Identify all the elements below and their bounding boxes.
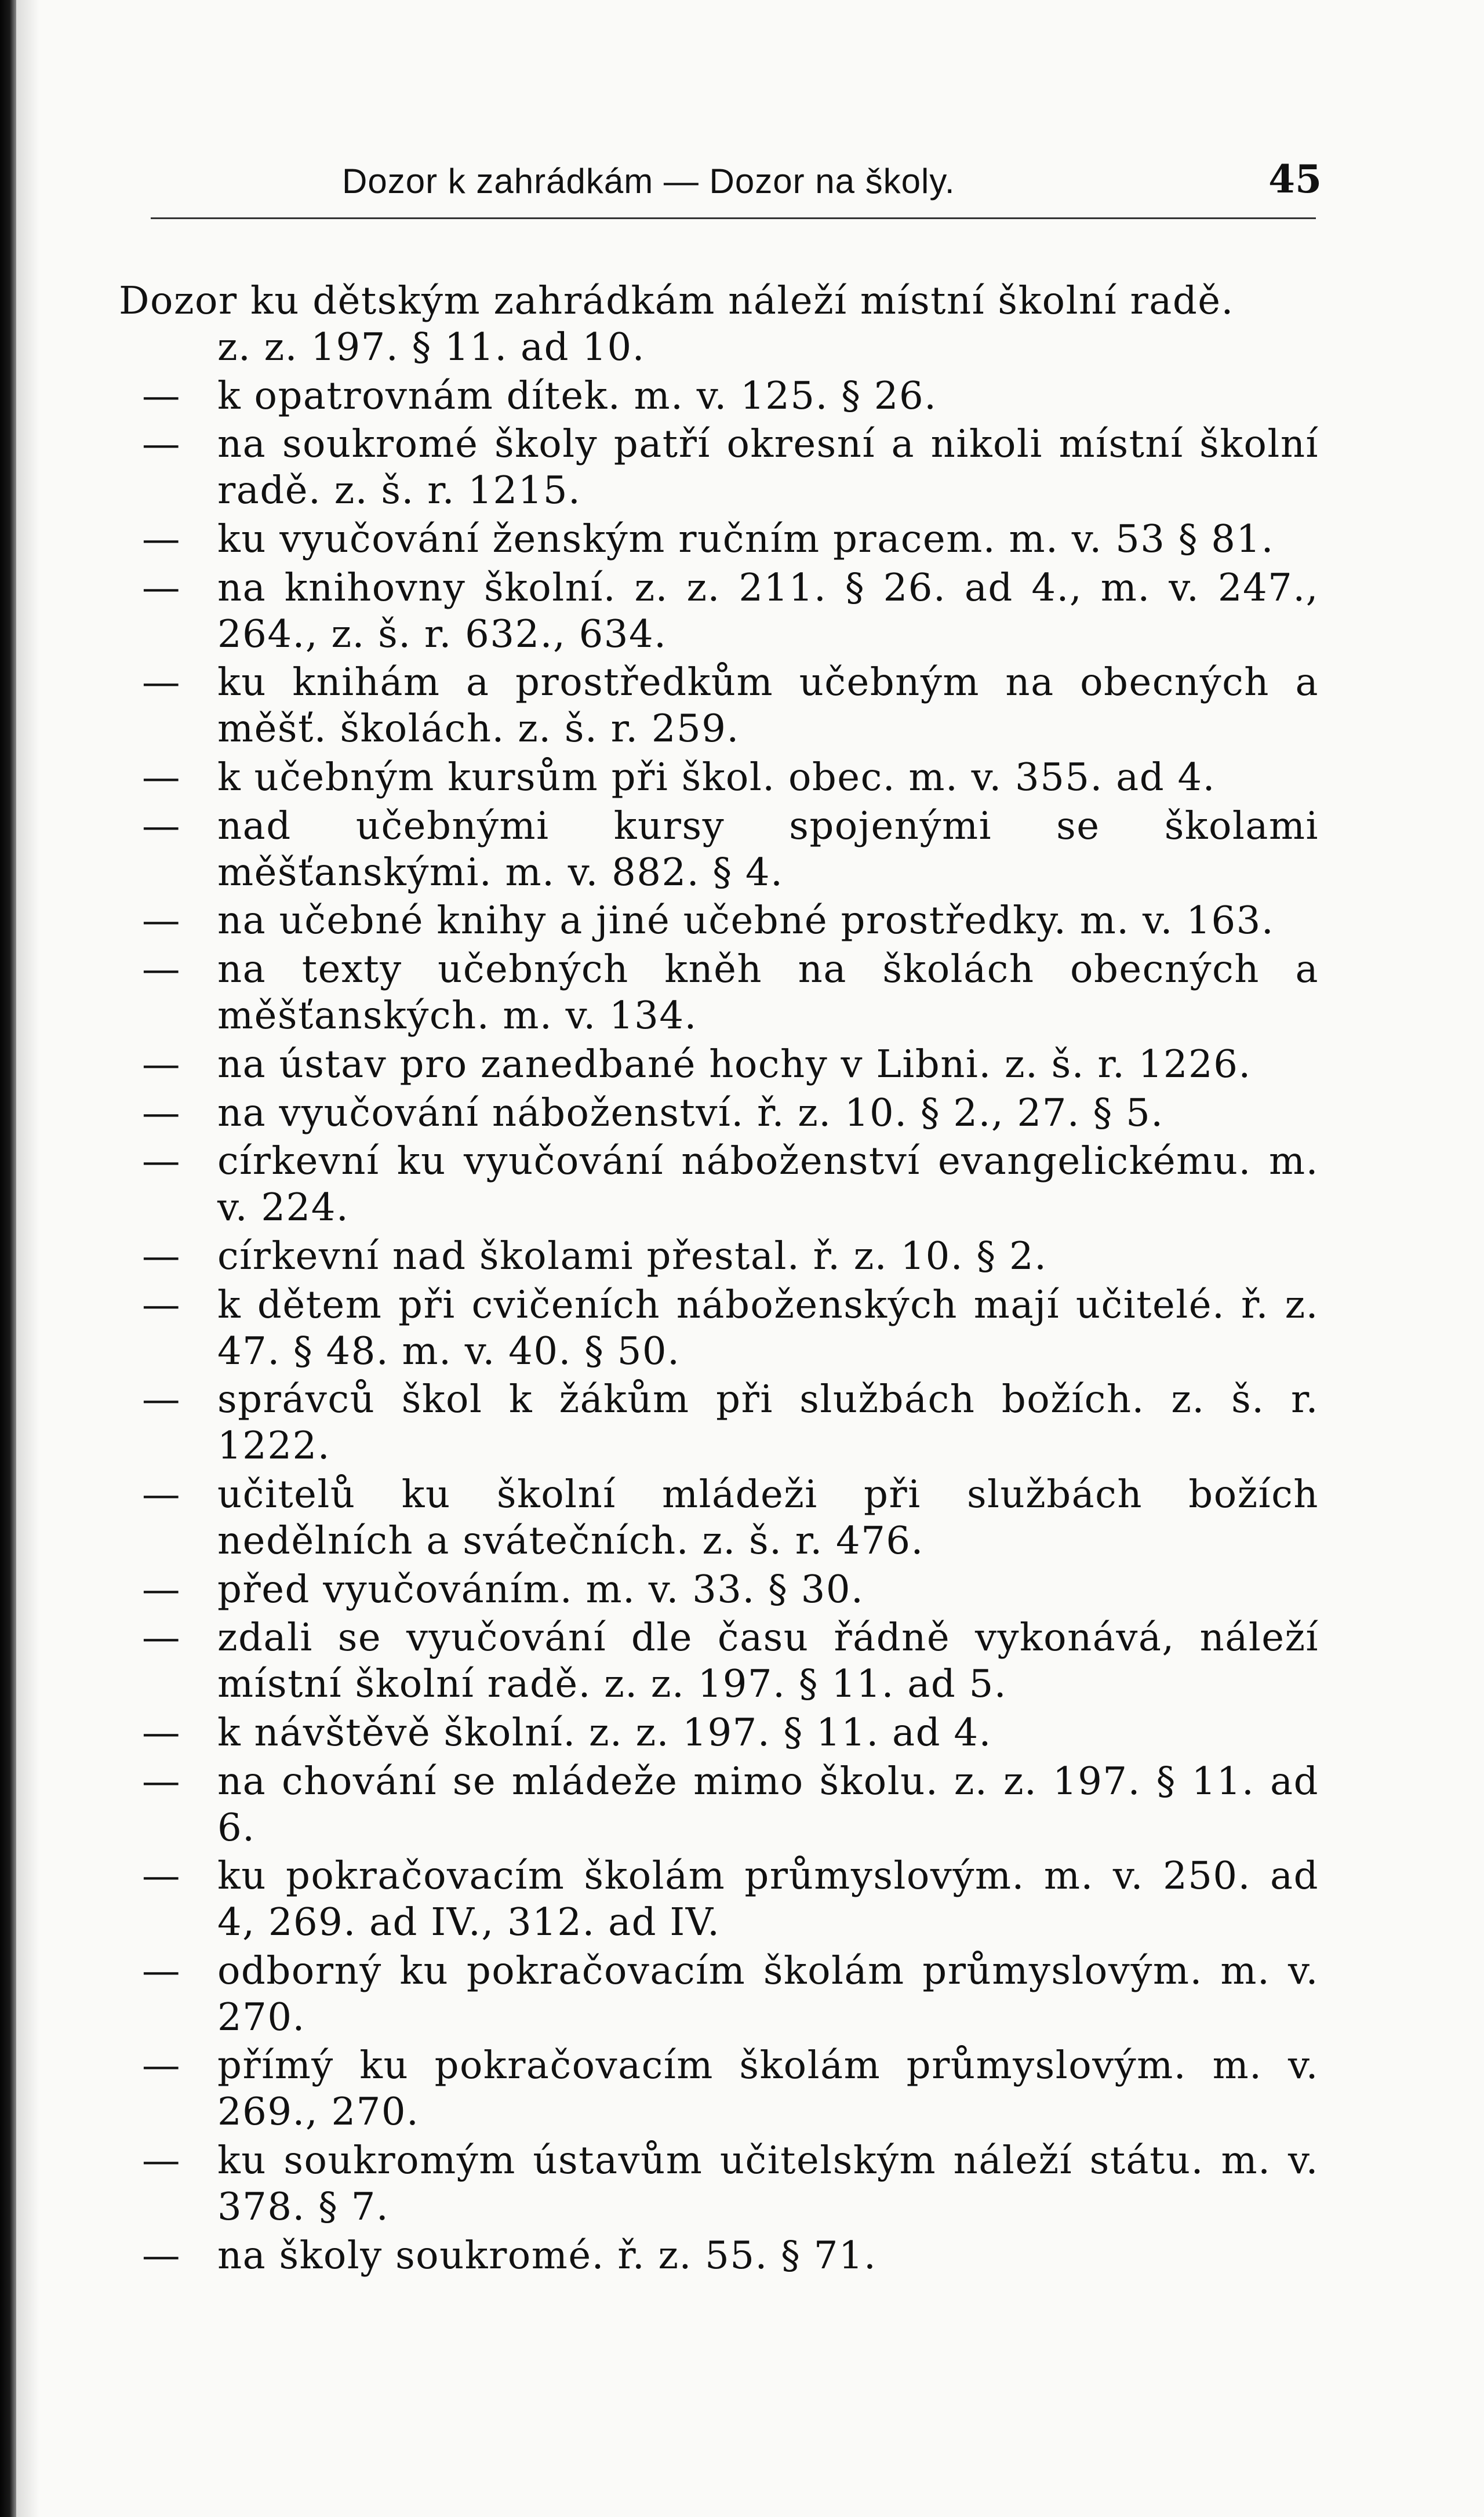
entry-dash: — bbox=[142, 899, 181, 943]
running-title: Dozor k zahrádkám — Dozor na školy. bbox=[342, 162, 955, 201]
entry-text: k návštěvě školní. z. z. 197. § 11. ad 4. bbox=[217, 1710, 992, 1755]
entry-dash: — bbox=[142, 1759, 181, 1803]
entry-text: k učebným kursům při škol. obec. m. v. 355. ad 4. bbox=[217, 755, 1216, 799]
index-entry bbox=[119, 1234, 1319, 1280]
index-entry bbox=[119, 1042, 1319, 1088]
entry-text: k opatrovnám dítek. m. v. 125. § 26. bbox=[217, 373, 937, 418]
entry-dash: — bbox=[142, 803, 181, 848]
entry-dash: — bbox=[142, 660, 181, 705]
index-entry bbox=[119, 517, 1319, 563]
entry-text: na soukromé školy patří okresní a nikoli místní školní radě. z. š. r. 1215. bbox=[217, 422, 1319, 513]
entry-dash: — bbox=[142, 1710, 181, 1755]
entry-dash: — bbox=[142, 1567, 181, 1612]
index-entry bbox=[119, 2233, 1319, 2279]
index-entry-lead bbox=[119, 278, 1319, 371]
entry-dash: — bbox=[142, 1090, 181, 1135]
index-entry bbox=[119, 1472, 1319, 1565]
entry-text: na texty učebných kněh na školách obecných a měšťanských. m. v. 134. bbox=[217, 947, 1319, 1038]
index-entry bbox=[119, 947, 1319, 1039]
index-entry bbox=[119, 1282, 1319, 1375]
entry-dash: — bbox=[142, 373, 181, 418]
index-entry bbox=[119, 1139, 1319, 1231]
index-entry bbox=[119, 898, 1319, 944]
entry-dash: — bbox=[142, 1042, 181, 1086]
entry-lead-continuation: z. z. 197. § 11. ad 10. bbox=[217, 325, 645, 369]
index-entry bbox=[119, 803, 1319, 896]
index-entry bbox=[119, 1948, 1319, 2041]
entry-text: zdali se vyučování dle času řádně vykonává, náleží místní školní radě. z. z. 197. § 11. ad 5. bbox=[217, 1616, 1319, 1707]
index-entry bbox=[119, 1759, 1319, 1852]
index-entry bbox=[119, 373, 1319, 420]
entry-dash: — bbox=[142, 1472, 181, 1516]
entry-text: ku vyučování ženským ručním pracem. m. v. 53 § 81. bbox=[217, 517, 1274, 561]
entry-dash: — bbox=[142, 2138, 181, 2183]
book-spine-shadow bbox=[0, 0, 16, 2517]
index-entry bbox=[119, 1615, 1319, 1708]
entry-text: ku soukromým ústavům učitelským náleží státu. m. v. 378. § 7. bbox=[217, 2138, 1319, 2229]
entry-dash: — bbox=[142, 1377, 181, 1422]
index-entry bbox=[119, 1377, 1319, 1470]
entry-text: nad učebnými kursy spojenými se školami měšťanskými. m. v. 882. § 4. bbox=[217, 803, 1319, 894]
gutter-shadow bbox=[16, 0, 39, 2517]
entry-dash: — bbox=[142, 565, 181, 610]
entry-text: církevní nad školami přestal. ř. z. 10. § 2. bbox=[217, 1234, 1047, 1278]
entry-text: učitelů ku školní mládeži při službách božích nedělních a svátečních. z. š. r. 476. bbox=[217, 1472, 1319, 1563]
entry-dash: — bbox=[142, 947, 181, 992]
entry-text: na učebné knihy a jiné učebné prostředky. m. v. 163. bbox=[217, 899, 1275, 943]
entry-text: na knihovny školní. z. z. 211. § 26. ad 4., m. v. 247., 264., z. š. r. 632., 634. bbox=[217, 565, 1319, 656]
entry-dash: — bbox=[142, 1616, 181, 1660]
index-entry bbox=[119, 755, 1319, 801]
page-number: 45 bbox=[1268, 157, 1322, 202]
entry-dash: — bbox=[142, 2233, 181, 2278]
index-entry bbox=[119, 421, 1319, 514]
entry-dash: — bbox=[142, 755, 181, 799]
entry-text: na ústav pro zanedbané hochy v Libni. z. š. r. 1226. bbox=[217, 1042, 1252, 1086]
index-entry bbox=[119, 1567, 1319, 1613]
index-entry bbox=[119, 1853, 1319, 1946]
entry-text: před vyučováním. m. v. 33. § 30. bbox=[217, 1567, 864, 1612]
entry-dash: — bbox=[142, 1282, 181, 1327]
entry-text: na chování se mládeže mimo školu. z. z. 197. § 11. ad 6. bbox=[217, 1759, 1319, 1850]
index-entry bbox=[119, 1710, 1319, 1756]
entry-list bbox=[119, 373, 1319, 2279]
index-entry bbox=[119, 2138, 1319, 2231]
entry-text: k dětem při cvičeních náboženských mají učitelé. ř. z. 47. § 48. m. v. 40. § 50. bbox=[217, 1282, 1319, 1373]
entry-dash: — bbox=[142, 1948, 181, 1993]
entry-dash: — bbox=[142, 1139, 181, 1184]
entry-text: církevní ku vyučování náboženství evangelickému. m. v. 224. bbox=[217, 1139, 1319, 1230]
page-header bbox=[133, 151, 1322, 214]
entry-lead-text: Dozor ku dětským zahrádkám náleží místní školní radě. bbox=[119, 279, 1234, 323]
entry-dash: — bbox=[142, 2043, 181, 2088]
index-entry bbox=[119, 565, 1319, 658]
entry-text: na vyučování náboženství. ř. z. 10. § 2., 27. § 5. bbox=[217, 1090, 1164, 1135]
entry-dash: — bbox=[142, 1234, 181, 1278]
index-entry bbox=[119, 660, 1319, 752]
entry-text: správců škol k žákům při službách božích. z. š. r. 1222. bbox=[217, 1377, 1319, 1468]
entry-text: ku knihám a prostředkům učebným na obecných a měšť. školách. z. š. r. 259. bbox=[217, 660, 1319, 751]
index-entries bbox=[119, 278, 1319, 2281]
index-entry bbox=[119, 2043, 1319, 2136]
header-rule bbox=[151, 217, 1316, 219]
index-entry bbox=[119, 1090, 1319, 1137]
entry-dash: — bbox=[142, 422, 181, 467]
entry-text: ku pokračovacím školám průmyslovým. m. v. 250. ad 4, 269. ad IV., 312. ad IV. bbox=[217, 1854, 1319, 1945]
entry-dash: — bbox=[142, 517, 181, 561]
entry-text: odborný ku pokračovacím školám průmyslovým. m. v. 270. bbox=[217, 1948, 1319, 2039]
entry-text: na školy soukromé. ř. z. 55. § 71. bbox=[217, 2233, 877, 2278]
entry-dash: — bbox=[142, 1854, 181, 1898]
entry-text: přímý ku pokračovacím školám průmyslovým. m. v. 269., 270. bbox=[217, 2043, 1319, 2134]
